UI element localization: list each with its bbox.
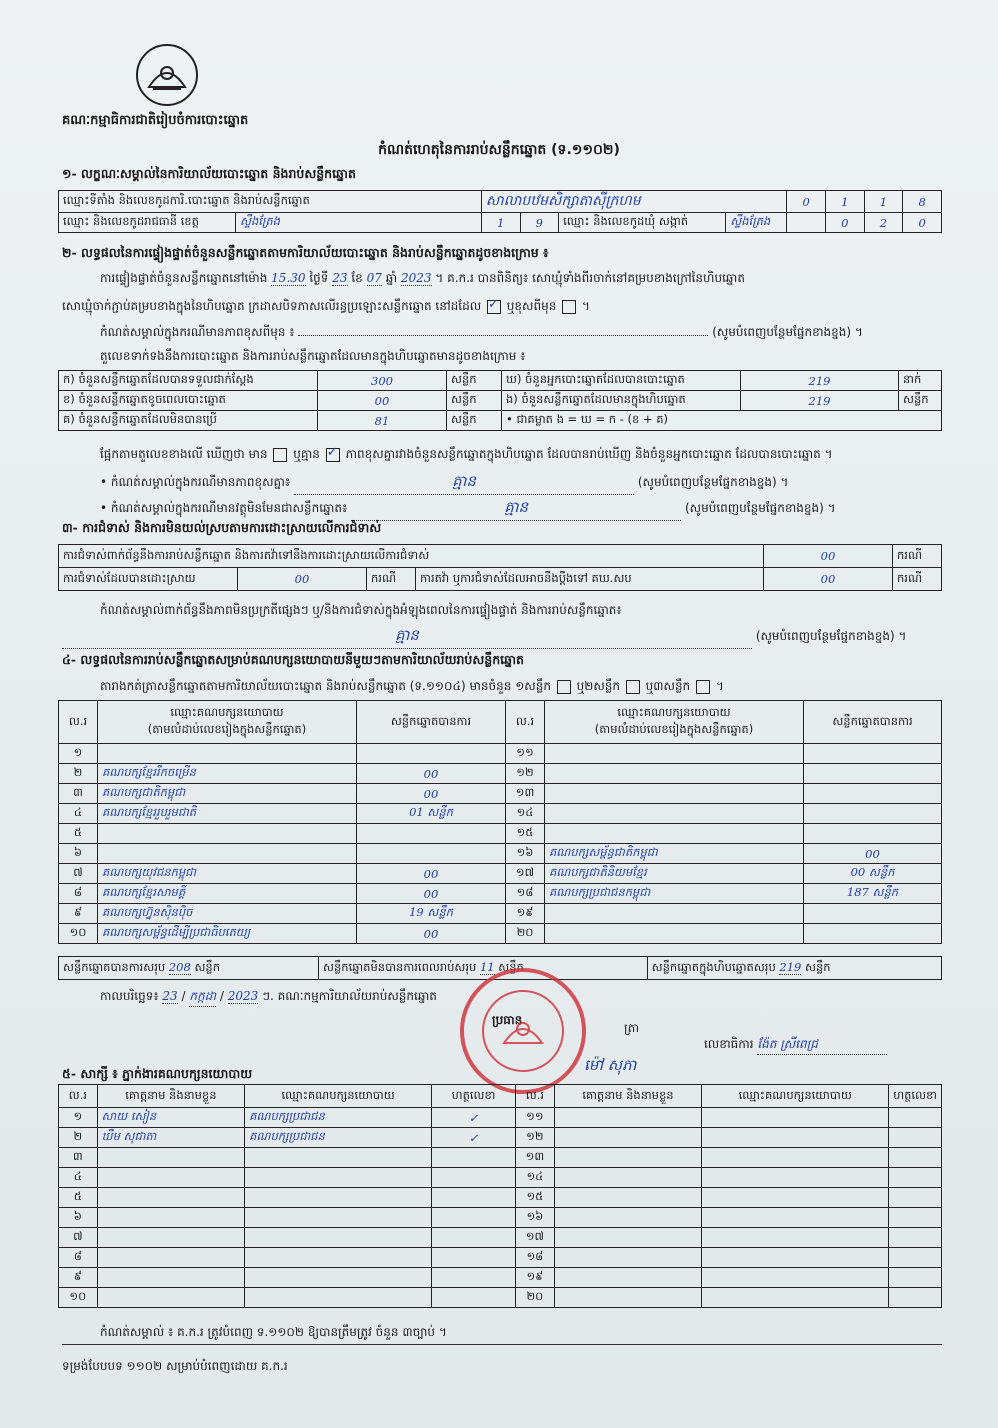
s1-r2-label: ឈ្មោះ និងលេខកូដរាជធានី ខេត្ត — [59, 213, 236, 232]
vote-count: 00 — [804, 844, 942, 864]
date-line: កាលបរិច្ឆេទ៖ 23 / កក្កដា / 2023 ៗ. គណៈកម្មការិយាល័យរាប់សន្លឹកឆ្នោត — [100, 988, 437, 1007]
total-valid: សន្លឹកឆ្នោតបានការសរុប 208 សន្លឹក — [59, 957, 319, 980]
table-row — [59, 1228, 942, 1248]
party-name — [545, 924, 804, 944]
year-value: 2023 — [400, 271, 432, 285]
row-number: ១៣ — [516, 1148, 555, 1168]
signature — [889, 1108, 942, 1128]
party-name — [702, 1108, 889, 1128]
vote-count: 00 សន្លឹក — [804, 864, 942, 884]
row-number: ១១ — [516, 1108, 555, 1128]
table-row — [59, 1128, 942, 1148]
nec-seal-logo — [136, 44, 198, 106]
signature — [432, 1148, 516, 1168]
row-number: ១៤ — [506, 804, 545, 824]
row-number: ៥ — [59, 1188, 98, 1208]
party-name: គណបក្សប្រជាជន — [245, 1128, 432, 1148]
party-name: គណបក្សសម្ព័ន្ធដើម្បីប្រជាធិបតេយ្យ — [98, 924, 357, 944]
table-row — [59, 1168, 942, 1188]
unchanged-checkbox[interactable] — [487, 300, 501, 314]
kho-label: ឃ) ចំនួនអ្នកបោះឆ្នោតដែលបានបោះឆ្នោត — [502, 371, 741, 391]
party-name: គណបក្សហ្វ៊ុនស៊ិនប៉ិច — [98, 904, 357, 924]
table-row — [59, 924, 942, 944]
table-row — [59, 1208, 942, 1228]
s3-note-line: គ្មាន (សូមបំពេញបន្ថែមផ្នែកខាងខ្នង) ។ — [62, 626, 942, 649]
s2-paragraph-2: សោឃ្មុំចាក់ភ្ជាប់គម្របខាងក្នុងនៃហិបឆ្នោត ក្រដាសបិទភាសលើរន្ធប្រឡោះសន្លឹកឆ្នោត នៅដដែល ✓ ឬខុសពីមុន ។ — [62, 298, 590, 316]
section-4-heading: ៤- លទ្ធផលនៃការរាប់សន្លឹកឆ្នោតសម្រាប់គណបក្សនយោបាយនីមួយៗតាមការិយាល័យរាប់សន្លឹកឆ្នោត — [62, 652, 524, 667]
s2-note-1: កំណត់សម្គាល់ក្នុងករណីមានភាពខុសពីមុន ៖ (សូមបំពេញបន្ថែមផ្នែកខាងខ្នង) ។ — [100, 325, 863, 339]
section-2-heading: ២- លទ្ធផលនៃការផ្ទៀងផ្ទាត់ចំនួនសន្លឹកឆ្នោតតាមការិយាល័យបោះឆ្នោត និងរាប់សន្លឹកឆ្នោតដូចខាងក្រោម ៖ — [62, 245, 549, 260]
row-number: ១៣ — [506, 784, 545, 804]
section-1-heading: ១- លក្ខណៈសម្គាល់នៃការិយាល័យបោះឆ្នោត និងរាប់សន្លឹកឆ្នោត — [62, 166, 356, 181]
col-header-no: ល.រ — [59, 1085, 98, 1108]
row-number: ៥ — [59, 824, 98, 844]
party-name: គណបក្សខ្មែររីកចម្រើន — [98, 764, 357, 784]
witness-name — [97, 1208, 245, 1228]
party-name — [702, 1168, 889, 1188]
party-name — [702, 1248, 889, 1268]
col-header-party-sub: (តាមលំដាប់លេខរៀងក្នុងសន្លឹកឆ្នោត) — [594, 722, 754, 736]
col-header-name: គោត្តនាម និងនាមខ្លួន — [97, 1085, 245, 1108]
official-stamp — [460, 968, 586, 1094]
one-sheet-checkbox[interactable] — [557, 680, 571, 694]
s1-digit: 1 — [481, 213, 520, 233]
party-name — [545, 764, 804, 784]
party-name — [545, 904, 804, 924]
vote-count — [357, 744, 506, 764]
row-number: ១០ — [59, 1288, 98, 1308]
party-name — [245, 1168, 432, 1188]
col-header-name: គោត្តនាម និងនាមខ្លួន — [554, 1085, 702, 1108]
row-number: ១៨ — [506, 884, 545, 904]
organization-name: គណៈកម្មាធិការជាតិរៀបចំការបោះឆ្នោត — [62, 113, 249, 128]
s4-intro: តារាងកត់ត្រាសន្លឹកឆ្នោតតាមការិយាល័យបោះឆ្នោត និងរាប់សន្លឹកឆ្នោត (ទ.១១០៤) មានចំនួន ១សន្លឹក ឬ២សន្លឹក ឬ៣សន្លឹក ។ — [100, 679, 724, 693]
s2-paragraph-3: តួលេខទាក់ទងនឹងការបោះឆ្នោត និងការរាប់សន្លឹកឆ្នោតដែលមានក្នុងហិបឆ្នោតមានដូចខាងក្រោម ៖ — [100, 349, 526, 363]
table-row — [59, 884, 942, 904]
ng-value: 219 — [741, 391, 899, 411]
party-name — [702, 1208, 889, 1228]
signature — [889, 1248, 942, 1268]
vote-count: 00 — [357, 764, 506, 784]
form-footer: ទម្រង់បែបបទ ១១០២ សម្រាប់បំពេញដោយ គ.ក.រ — [62, 1359, 288, 1373]
witness-name: សាយ សៀន — [97, 1108, 245, 1128]
col-header-party: ឈ្មោះគណបក្សនយោបាយ — [702, 1085, 889, 1108]
witness-name — [97, 1268, 245, 1288]
time-value: 15.30 — [271, 271, 306, 285]
s2-paragraph-1: ការផ្ទៀងផ្ទាត់ចំនួនសន្លឹកឆ្នោតនៅម៉ោង 15.30 ថ្ងៃទី 23 ខែ 07 ឆ្នាំ 2023 ។ គ.ក.រ បានពិនិត្យ៖ សោឃ្មុំទាំងពីរចាក់នៅគម្របខាងក្រៅនៃហិបឆ្នោត — [100, 271, 745, 285]
table-row — [59, 904, 942, 924]
ko-value: 81 — [318, 411, 447, 431]
unit-label: ករណី — [893, 545, 942, 568]
unit-label: សន្លឹក — [447, 371, 502, 391]
signature — [889, 1188, 942, 1208]
row-number: ១ — [59, 1108, 98, 1128]
witness-name — [554, 1108, 702, 1128]
s3-note-handwritten: គ្មាន — [62, 626, 752, 649]
s1-digit: 8 — [903, 191, 942, 213]
row-number: ១៧ — [506, 864, 545, 884]
col-header-sign: ហត្ថលេខា — [889, 1085, 942, 1108]
witness-name — [97, 1288, 245, 1308]
divider — [62, 1344, 942, 1345]
vote-count — [804, 764, 942, 784]
unit-label: ករណី — [893, 568, 942, 591]
ko-label: គ) ចំនួនសន្លឹកឆ្នោតដែលមិនបានប្រើ — [59, 411, 318, 431]
vote-count: 187 សន្លឹក — [804, 884, 942, 904]
s1-digit: 0 — [903, 213, 942, 233]
table-row — [59, 844, 942, 864]
row-number: ៦ — [59, 1208, 98, 1228]
row-number: ៩ — [59, 1268, 98, 1288]
s2-paragraph-4: ផ្អែកតាមតួលេខខាងលើ ឃើញថា មាន ឬគ្មាន ✓ ភាពខុសគ្នារវាងចំនួនសន្លឹកឆ្នោតក្នុងហិបឆ្នោត ដែលបានរាប់ឃើញ និងចំនួនអ្នកបោះឆ្នោត ដែលបានបោះឆ្នោត ។ — [100, 446, 833, 464]
party-name — [545, 804, 804, 824]
party-name — [98, 824, 357, 844]
month-value: 07 — [366, 271, 382, 285]
witness-name — [554, 1208, 702, 1228]
b1-handwritten: គ្មាន — [294, 472, 634, 495]
witness-table — [58, 1084, 942, 1308]
witness-name — [554, 1188, 702, 1208]
signature — [432, 1188, 516, 1208]
party-name — [702, 1288, 889, 1308]
two-sheet-checkbox[interactable] — [626, 680, 640, 694]
witness-name — [97, 1248, 245, 1268]
row-number: ១៨ — [516, 1248, 555, 1268]
vote-count — [804, 904, 942, 924]
s1-r2-value2: ស្ទឹងត្រែង — [730, 214, 771, 228]
vote-count: 00 — [357, 864, 506, 884]
row-number: ១២ — [516, 1128, 555, 1148]
table-row — [59, 1288, 942, 1308]
party-name: គណបក្សប្រជាជនកម្ពុជា — [545, 884, 804, 904]
s3-note: កំណត់សម្គាល់ពាក់ព័ន្ធនឹងភាពមិនប្រក្រតីផ្សេងៗ ឬ/និងការជំទាស់ក្នុងអំឡុងពេលនៃការផ្ទៀងផ្ទាត់ និងការរាប់សន្លឹកឆ្នោត៖ — [100, 603, 622, 617]
vote-count — [804, 924, 942, 944]
signature — [889, 1128, 942, 1148]
table-row — [59, 764, 942, 784]
member-label: ត្រា — [624, 1021, 639, 1035]
table-row — [59, 1148, 942, 1168]
vote-count: 01 សន្លឹក — [357, 804, 506, 824]
row-number: ១៥ — [516, 1188, 555, 1208]
col-header-no: ល.រ — [516, 1085, 555, 1108]
col-header-no: ល.រ — [506, 701, 545, 744]
vote-count: 00 — [357, 784, 506, 804]
signature — [889, 1168, 942, 1188]
party-name — [245, 1288, 432, 1308]
s1-digit: 0 — [825, 213, 864, 233]
chair-label: ប្រធាន — [492, 1013, 523, 1027]
witness-name — [97, 1148, 245, 1168]
section-5-heading: ៥- សាក្សី ៖ ភ្នាក់ងារគណបក្សនយោបាយ — [62, 1066, 253, 1081]
signature: ✓ — [432, 1128, 516, 1148]
col-header-sign: ហត្ថលេខា — [432, 1085, 516, 1108]
row-number: ១៦ — [516, 1208, 555, 1228]
ka-value: 300 — [318, 371, 447, 391]
kha-value: 00 — [318, 391, 447, 411]
chair-signature: ម៉ៅ សុភា — [584, 1056, 637, 1074]
row-number: ២០ — [516, 1288, 555, 1308]
party-name: គណបក្សសម្ព័ន្ធជាតិកម្ពុជា — [545, 844, 804, 864]
document-title: កំណត់ហេតុនៃការរាប់សន្លឹកឆ្នោត (ទ.១១០២) — [378, 142, 620, 158]
party-name — [245, 1188, 432, 1208]
party-name: គណបក្សជាតិនិយមខ្មែរ — [545, 864, 804, 884]
secretary-name: ង៉ែត ស្រីពេជ្រ — [757, 1036, 887, 1055]
footnote: កំណត់សម្គាល់ ៖ គ.ក.រ ត្រូវបំពេញ ទ.១១០២ ឱ្យបានត្រឹមត្រូវ ចំនួន ៣ច្បាប់ ។ — [100, 1325, 447, 1339]
s3-r2-label2: ការតវ៉ា ឬការជំទាស់ដែលអាចនឹងប្តឹងទៅ គឃ.សប — [416, 568, 764, 591]
s1-r2-label2: ឈ្មោះ និងលេខកូដឃុំ សង្កាត់ — [559, 213, 726, 232]
row-number: ៦ — [59, 844, 98, 864]
witness-name — [97, 1188, 245, 1208]
row-number: ៤ — [59, 1168, 98, 1188]
signature — [432, 1288, 516, 1308]
table-row — [59, 1188, 942, 1208]
vote-count: 19 សន្លឹក — [357, 904, 506, 924]
col-header-party: ឈ្មោះគណបក្សនយោបាយ — [170, 705, 284, 719]
signature — [889, 1288, 942, 1308]
party-name — [98, 744, 357, 764]
formula: • ជាគម្លាត ង = ឃ = ក - (ខ + គ) — [502, 411, 942, 431]
col-header-no: ល.រ — [59, 701, 98, 744]
witness-name — [554, 1148, 702, 1168]
row-number: ៨ — [59, 884, 98, 904]
row-number: ២ — [59, 1128, 98, 1148]
row-number: ១៥ — [506, 824, 545, 844]
table-row — [59, 864, 942, 884]
unit-label: នាក់ — [899, 371, 942, 391]
party-name: គណបក្សខ្មែរសាមគ្គី — [98, 884, 357, 904]
row-number: ៣ — [59, 784, 98, 804]
party-name — [702, 1268, 889, 1288]
witness-name — [554, 1128, 702, 1148]
section-3-table — [58, 544, 942, 591]
party-name: គណបក្សយុវជនកម្ពុជា — [98, 864, 357, 884]
vote-count — [804, 824, 942, 844]
s2-figures-table — [58, 370, 942, 431]
has-difference-checkbox[interactable] — [273, 448, 287, 462]
s3-r1-label: ការជំទាស់ពាក់ព័ន្ធនឹងការរាប់សន្លឹកឆ្នោត និងការតវ៉ាទៅនឹងការដោះស្រាយលើការជំទាស់ — [59, 545, 764, 568]
row-number: ១ — [59, 744, 98, 764]
party-name — [702, 1188, 889, 1208]
ng-label: ង) ចំនួនសន្លឹកឆ្នោតដែលមានក្នុងហិបឆ្នោត — [502, 391, 741, 411]
row-number: ១៦ — [506, 844, 545, 864]
vote-count — [804, 784, 942, 804]
col-header-votes: សន្លឹកឆ្នោតបានការ — [804, 701, 942, 744]
signature — [889, 1228, 942, 1248]
vote-count — [357, 824, 506, 844]
col-header-votes: សន្លឹកឆ្នោតបានការ — [357, 701, 506, 744]
signature — [889, 1268, 942, 1288]
party-name — [245, 1148, 432, 1168]
row-number: ១៩ — [506, 904, 545, 924]
signature — [432, 1168, 516, 1188]
party-name — [245, 1248, 432, 1268]
party-name — [245, 1228, 432, 1248]
signature — [432, 1228, 516, 1248]
section-3-heading: ៣- ការជំទាស់ និងការមិនយល់ស្របតាមការដោះស្រាយលើការជំទាស់ — [62, 520, 382, 535]
row-number: ៧ — [59, 864, 98, 884]
vote-count — [357, 844, 506, 864]
col-header-party: ឈ្មោះគណបក្សនយោបាយ — [245, 1085, 432, 1108]
row-number: ១០ — [59, 924, 98, 944]
signature — [432, 1268, 516, 1288]
unit-label: សន្លឹក — [447, 391, 502, 411]
row-number: ៩ — [59, 904, 98, 924]
witness-name: ឃឹម សុជាតា — [97, 1128, 245, 1148]
s1-digit: 1 — [825, 191, 864, 213]
s3-r2-value: 00 — [238, 568, 367, 591]
results-table — [58, 700, 942, 944]
party-name — [245, 1208, 432, 1228]
unit-label: សន្លឹក — [447, 411, 502, 431]
signature — [432, 1208, 516, 1228]
witness-name — [554, 1288, 702, 1308]
row-number: ៤ — [59, 804, 98, 824]
s2-bullet-1: • កំណត់សម្គាល់ក្នុងករណីមានភាពខុសគ្នា៖ គ្មាន (សូមបំពេញបន្ថែមផ្នែកខាងខ្នង) ។ — [100, 472, 942, 495]
table-row — [59, 1268, 942, 1288]
s1-r2-value: ស្ទឹងត្រែង — [240, 214, 280, 228]
s1-r1-value: សាលាបឋមសិក្សាតាសុីក្រហម — [481, 191, 786, 213]
vote-count — [804, 744, 942, 764]
row-number: ១១ — [506, 744, 545, 764]
s3-r1-value: 00 — [764, 545, 893, 568]
table-row — [59, 824, 942, 844]
secretary-line: លេខាធិការ ង៉ែត ស្រីពេជ្រ — [704, 1036, 887, 1055]
row-number: ១៩ — [516, 1268, 555, 1288]
s1-digit: 2 — [864, 213, 903, 233]
party-name — [98, 844, 357, 864]
row-number: ២០ — [506, 924, 545, 944]
s1-r1-label: ឈ្មោះទីតាំង និងលេខកូដការិ.បោះឆ្នោត និងរាប់សន្លឹកឆ្នោត — [59, 191, 482, 213]
total-invalid: សន្លឹកឆ្នោតមិនបានការពេលរាប់សរុប 11 សន្លឹក — [319, 957, 648, 980]
witness-name — [554, 1248, 702, 1268]
row-number: ៨ — [59, 1248, 98, 1268]
party-name: គណបក្សជាតិកម្ពុជា — [98, 784, 357, 804]
table-row — [59, 1248, 942, 1268]
ka-label: ក) ចំនួនសន្លឹកឆ្នោតដែលបានទទួលជាក់ស្តែង — [59, 371, 318, 391]
witness-name — [554, 1228, 702, 1248]
row-number: ៣ — [59, 1148, 98, 1168]
table-row — [59, 804, 942, 824]
three-sheet-checkbox[interactable] — [696, 680, 710, 694]
witness-name — [97, 1228, 245, 1248]
witness-name — [554, 1168, 702, 1188]
signature — [889, 1148, 942, 1168]
table-row — [59, 744, 942, 764]
vote-count: 00 — [357, 884, 506, 904]
b2-handwritten: គ្មាន — [351, 498, 681, 521]
signature: ✓ — [432, 1108, 516, 1128]
no-difference-checkbox[interactable] — [326, 448, 340, 462]
changed-checkbox[interactable] — [562, 300, 576, 314]
s3-r2-value2: 00 — [764, 568, 893, 591]
table-row — [59, 784, 942, 804]
s1-digit: 0 — [787, 191, 826, 213]
row-number: ១២ — [506, 764, 545, 784]
s2-bullet-2: • កំណត់សម្គាល់ក្នុងករណីមានវត្ថុមិនមែនជាសន្លឹកឆ្នោត៖ គ្មាន (សូមបំពេញបន្ថែមផ្នែកខាងខ្នង) ។ — [100, 498, 942, 521]
table-row — [59, 1108, 942, 1128]
signature — [432, 1248, 516, 1268]
vote-count: 00 — [357, 924, 506, 944]
section-1-table — [58, 190, 942, 233]
witness-name — [97, 1168, 245, 1188]
unit-label: សន្លឹក — [899, 391, 942, 411]
party-name — [545, 824, 804, 844]
kha-label: ខ) ចំនួនសន្លឹកឆ្នោតខូចពេលបោះឆ្នោត — [59, 391, 318, 411]
row-number: ២ — [59, 764, 98, 784]
party-name — [702, 1128, 889, 1148]
vote-count — [804, 804, 942, 824]
kho-value: 219 — [741, 371, 899, 391]
s1-digit: 1 — [864, 191, 903, 213]
row-number: ៧ — [59, 1228, 98, 1248]
col-header-party-sub: (តាមលំដាប់លេខរៀងក្នុងសន្លឹកឆ្នោត) — [147, 722, 307, 736]
signature — [889, 1208, 942, 1228]
witness-name — [554, 1268, 702, 1288]
total-in-box: សន្លឹកឆ្នោតក្នុងហិបឆ្នោតសរុប 219 សន្លឹក — [647, 957, 941, 980]
party-name: គណបក្សប្រជាជន — [245, 1108, 432, 1128]
col-header-party: ឈ្មោះគណបក្សនយោបាយ — [617, 705, 731, 719]
row-number: ១៤ — [516, 1168, 555, 1188]
party-name — [245, 1268, 432, 1288]
party-name — [545, 784, 804, 804]
s1-digit: 9 — [520, 213, 559, 233]
unit-label: ករណី — [367, 568, 416, 591]
party-name — [702, 1228, 889, 1248]
row-number: ១៧ — [516, 1228, 555, 1248]
party-name: គណបក្សខ្មែររួបរួមជាតិ — [98, 804, 357, 824]
party-name — [545, 744, 804, 764]
day-value: 23 — [332, 271, 348, 285]
s3-r2-label: ការជំទាស់ដែលបានដោះស្រាយ — [59, 568, 238, 591]
party-name — [702, 1148, 889, 1168]
